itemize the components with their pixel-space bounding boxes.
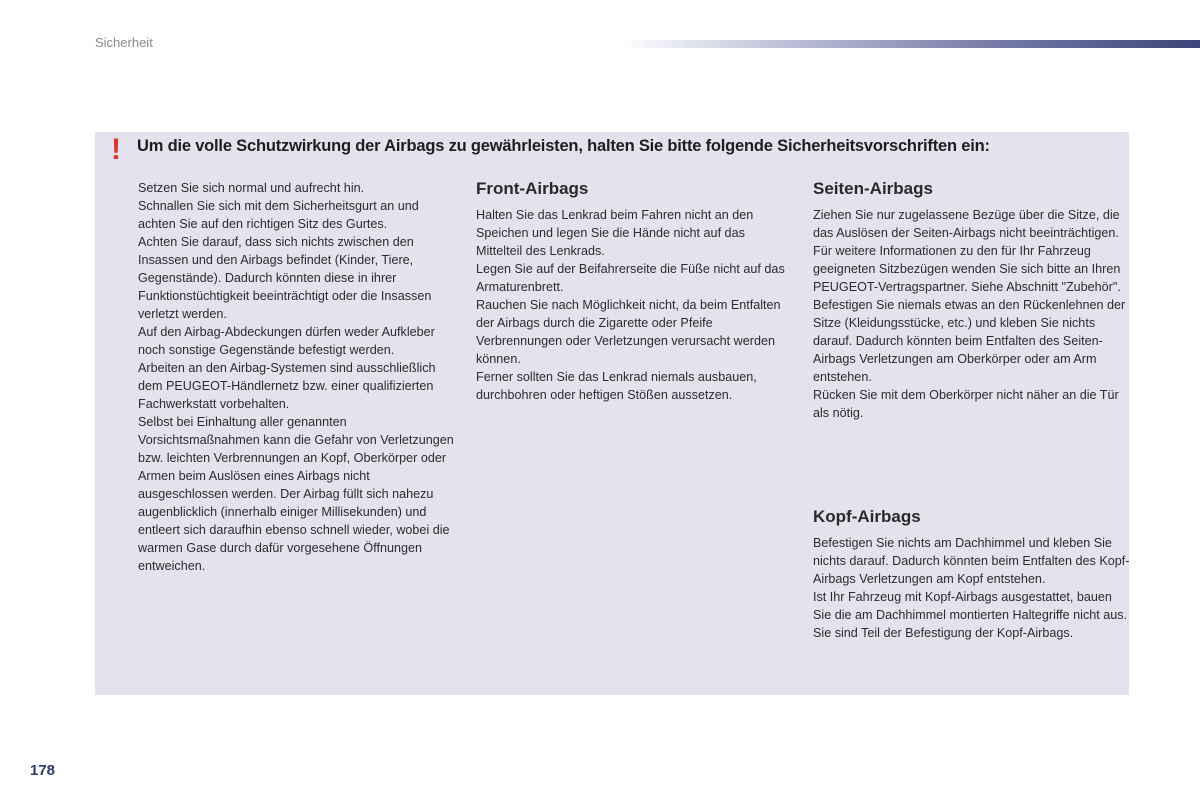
general-paragraph: Setzen Sie sich normal und aufrecht hin. — [138, 181, 365, 195]
general-safety-column — [138, 179, 456, 575]
side-paragraph: Befestigen Sie niemals etwas an den Rückenlehnen der Sitze (Kleidungsstücke, etc.) und kleben Sie nichts darauf. Dadurch könnten beim Entfalten des Seiten-Airbags Verletzungen am Oberkörper oder am Arm entstehen. — [813, 298, 1126, 384]
front-paragraph: Legen Sie auf der Beifahrerseite die Füße nicht auf das Armaturenbrett. — [476, 262, 785, 294]
general-paragraph: Schnallen Sie sich mit dem Sicherheitsgurt an und achten Sie auf den richtigen Sitz des Gurtes. — [138, 199, 419, 231]
head-airbags-title: Kopf-Airbags — [813, 507, 921, 526]
front-airbags-column — [476, 178, 794, 404]
section-label: Sicherheit — [95, 35, 153, 50]
general-paragraph: Achten Sie darauf, dass sich nichts zwischen den Insassen und den Airbags befindet (Kinder, Tiere, Gegenstände). Dadurch könnten diese in ihrer Funktionstüchtigkeit beeinträchtigt oder die Insassen verletzt werden. — [138, 235, 432, 321]
head-paragraph: Befestigen Sie nichts am Dachhimmel und kleben Sie nichts darauf. Dadurch könnten beim Entfalten des Kopf-Airbags Verletzungen am Kopf entstehen. — [813, 536, 1130, 586]
general-paragraph: Arbeiten an den Airbag-Systemen sind ausschließlich dem PEUGEOT-Händlernetz bzw. einer qualifizierten Fachwerkstatt vorbehalten. — [138, 361, 436, 411]
side-airbags-title: Seiten-Airbags — [813, 179, 933, 198]
header-gradient-bar — [620, 40, 1200, 48]
front-airbags-title: Front-Airbags — [476, 179, 589, 198]
general-paragraph: Selbst bei Einhaltung aller genannten Vorsichtsmaßnahmen kann die Gefahr von Verletzungen bzw. leichten Verbrennungen an Kopf, Oberkörper oder Armen beim Auslösen eines Airbags nicht ausgeschlossen werden. Der Airbag füllt sich nahezu augenblicklich (innerhalb einiger Millisekunden) und entleert sich daraufhin ebenso schnell wieder, wobei die warmen Gase durch dafür vorgesehene Öffnungen entweichen. — [138, 415, 454, 573]
general-paragraph: Auf den Airbag-Abdeckungen dürfen weder Aufkleber noch sonstige Gegenstände befestigt werden. — [138, 325, 435, 357]
front-paragraph: Ferner sollten Sie das Lenkrad niemals ausbauen, durchbohren oder heftigen Stößen aussetzen. — [476, 370, 757, 402]
exclamation-icon: ! — [111, 133, 121, 166]
side-airbags-column — [813, 178, 1133, 422]
warning-headline: Um die volle Schutzwirkung der Airbags zu gewährleisten, halten Sie bitte folgende Sicherheitsvorschriften ein: — [137, 137, 990, 155]
side-paragraph: Ziehen Sie nur zugelassene Bezüge über die Sitze, die das Auslösen der Seiten-Airbags nicht beeinträchtigen. Für weitere Informationen zu den für Ihr Fahrzeug geeigneten Sitzbezügen wenden Sie sich bitte an Ihren PEUGEOT-Vertragspartner. Siehe Abschnitt "Zubehör". — [813, 208, 1121, 294]
front-paragraph: Rauchen Sie nach Möglichkeit nicht, da beim Entfalten der Airbags durch die Zigarette oder Pfeife Verbrennungen oder Verletzungen verursacht werden können. — [476, 298, 781, 366]
head-paragraph: Ist Ihr Fahrzeug mit Kopf-Airbags ausgestattet, bauen Sie die am Dachhimmel montierten Haltegriffe nicht aus. Sie sind Teil der Befestigung der Kopf-Airbags. — [813, 590, 1128, 640]
page-number: 178 — [30, 762, 56, 779]
side-paragraph: Rücken Sie mit dem Oberkörper nicht näher an die Tür als nötig. — [813, 388, 1119, 420]
front-paragraph: Halten Sie das Lenkrad beim Fahren nicht an den Speichen und legen Sie die Hände nicht auf das Mittelteil des Lenkrads. — [476, 208, 754, 258]
head-airbags-column — [813, 506, 1133, 642]
